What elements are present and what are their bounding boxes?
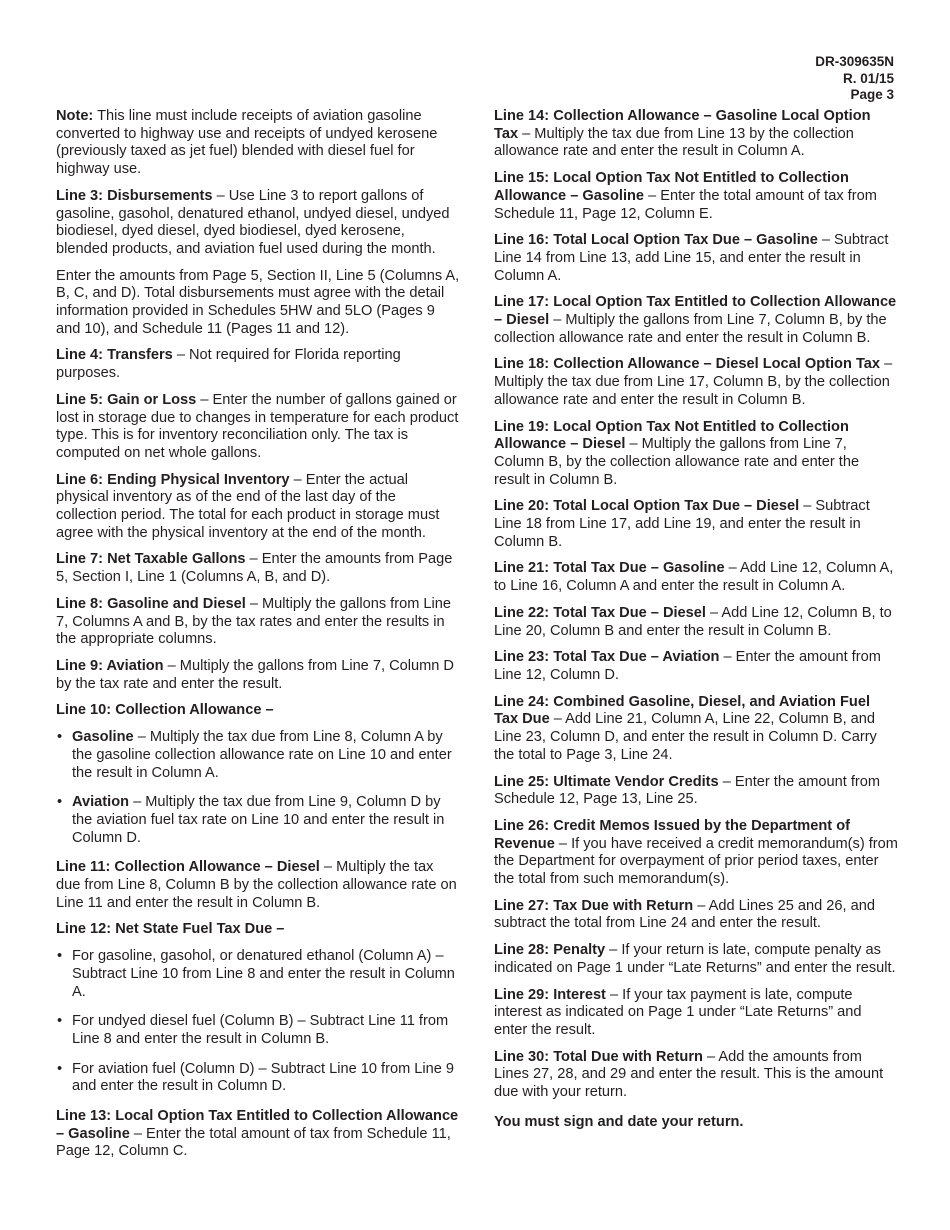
line-text: – Add Line 21, Column A, Line 22, Column B, and Line 23, Column D, and enter the result in Column D. Carry the total to Page 3, Line 24. <box>494 711 877 763</box>
line-text: – Add Lines 25 and 26, and subtract the total from Line 24 and enter the result. <box>494 897 875 932</box>
line-text: – Enter the amount from Schedule 12, Page 13, Line 25. <box>494 773 881 808</box>
line-heading: Line 12: Net State Fuel Tax Due – <box>56 921 285 938</box>
line-heading: Line 4: Transfers <box>56 347 173 364</box>
instruction-bullet <box>56 794 460 847</box>
bullet-icon: • <box>57 948 63 965</box>
line-text: – Multiply the tax due from Line 8, Column A by the gasoline collection allowance rate on Line 10 and enter the result in Column A. <box>72 729 452 781</box>
instruction-paragraph <box>56 108 460 179</box>
instruction-paragraph <box>494 232 898 285</box>
line-heading: Line 10: Collection Allowance – <box>56 702 274 719</box>
page-number: Page 3 <box>850 87 894 102</box>
line-text: – Multiply the gallons from Line 7, Column D by the tax rate and enter the result. <box>56 657 454 692</box>
line-heading: Line 26: Credit Memos Issued by the Department of Revenue <box>494 817 850 852</box>
line-heading: Gasoline <box>72 729 134 746</box>
line-heading: Line 27: Tax Due with Return <box>494 897 694 914</box>
bullet-icon: • <box>57 729 63 746</box>
left-column <box>56 108 460 1170</box>
line-heading: Note: <box>56 108 94 124</box>
line-text: – If your tax payment is late, compute interest as indicated on Page 1 under “Late Returns” and enter the result. <box>494 986 862 1038</box>
instruction-paragraph <box>494 108 898 161</box>
line-text: – Not required for Florida reporting purposes. <box>56 347 401 382</box>
instruction-bullet <box>56 729 460 782</box>
line-heading: Line 19: Local Option Tax Not Entitled to Collection Allowance – Diesel <box>494 418 849 453</box>
instruction-paragraph <box>56 472 460 543</box>
line-text: – Add the amounts from Lines 27, 28, and 29 and enter the result. This is the amount due with your return. <box>494 1048 884 1101</box>
form-header <box>815 54 894 104</box>
instruction-paragraph <box>494 170 898 223</box>
form-number: DR-309635N <box>815 54 894 69</box>
line-text: – If your return is late, compute penalty as indicated on Page 1 under “Late Returns” and enter the result. <box>494 942 896 976</box>
line-text: – Enter the amount from Line 12, Column D. <box>494 649 881 683</box>
line-text: – Enter the total amount of tax from Schedule 11, Page 12, Column E. <box>494 187 877 222</box>
line-heading: Line 13: Local Option Tax Entitled to Collection Allowance – Gasoline <box>56 1108 459 1142</box>
line-text: – Enter the amounts from Page 5, Section I, Line 1 (Columns A, B, and D). <box>56 551 453 586</box>
line-text: – If you have received a credit memorandum(s) from the Department for overpayment of prior period taxes, enter the total from such memorandum(s). <box>494 835 898 888</box>
line-heading: Line 25: Ultimate Vendor Credits <box>494 773 719 790</box>
line-heading: Line 8: Gasoline and Diesel <box>56 595 246 612</box>
line-heading: Line 18: Collection Allowance – Diesel Local Option Tax <box>494 356 881 373</box>
instruction-paragraph <box>494 419 898 490</box>
instruction-paragraph <box>56 268 460 339</box>
line-heading: Line 28: Penalty <box>494 942 606 959</box>
instruction-paragraph <box>494 498 898 551</box>
instruction-paragraph <box>494 898 898 933</box>
line-heading: Line 22: Total Tax Due – Diesel <box>494 604 706 621</box>
line-text: – Use Line 3 to report gallons of gasoline, gasohol, denatured ethanol, undyed diesel, undyed biodiesel, dyed diesel, dyed biodiesel, dyed kerosene, blended products, and aviation fuel used during the month. <box>56 187 450 257</box>
instruction-paragraph <box>56 859 460 912</box>
right-column <box>494 108 898 1140</box>
line-heading: Aviation <box>72 794 130 811</box>
line-heading: Line 20: Total Local Option Tax Due – Diesel <box>494 498 800 515</box>
line-text: Enter the amounts from Page 5, Section II, Line 5 (Columns A, B, C, and D). Total disbursements must agree with the detail information provided in Schedules 5HW and 5LO (Pages 9 and 10), and Schedule 11 (Pages 11 and 12). <box>56 267 460 337</box>
instruction-bullet <box>56 948 460 1001</box>
line-text: – Multiply the gallons from Line 7, Column B, by the collection allowance rate and enter the result in Column B. <box>494 312 887 346</box>
instruction-paragraph <box>494 356 898 409</box>
line-text: This line must include receipts of aviation gasoline converted to highway use and receipts of undyed kerosene (previously taxed as jet fuel) blended with diesel fuel for highway use. <box>56 108 438 178</box>
line-text: – Add Line 12, Column B, to Line 20, Column B and enter the result in Column B. <box>494 604 892 639</box>
line-text: – Multiply the tax due from Line 8, Column B by the collection allowance rate on Line 11 and enter the result in Column B. <box>56 859 457 911</box>
line-heading: Line 30: Total Due with Return <box>494 1048 703 1065</box>
line-heading: Line 16: Total Local Option Tax Due – Gasoline <box>494 232 818 249</box>
line-heading: Line 17: Local Option Tax Entitled to Collection Allowance – Diesel <box>494 294 897 329</box>
line-heading: Line 5: Gain or Loss <box>56 391 197 408</box>
line-text: – Add Line 12, Column A, to Line 16, Column A and enter the result in Column A. <box>494 560 894 595</box>
line-heading: Line 6: Ending Physical Inventory <box>56 471 290 488</box>
instruction-paragraph <box>56 188 460 259</box>
line-heading: Line 14: Collection Allowance – Gasoline Local Option Tax <box>494 108 871 142</box>
line-text: – Multiply the tax due from Line 9, Column D by the aviation fuel tax rate on Line 10 and enter the result in Column D. <box>72 794 445 846</box>
line-heading: Line 24: Combined Gasoline, Diesel, and Aviation Fuel Tax Due <box>494 693 870 728</box>
bullet-icon: • <box>57 1013 63 1030</box>
line-heading: Line 23: Total Tax Due – Aviation <box>494 649 720 666</box>
line-text: – Subtract Line 14 from Line 13, add Line 15, and enter the result in Column A. <box>494 232 889 284</box>
line-text: – Multiply the gallons from Line 7, Columns A and B, by the tax rates and enter the results in the appropriate columns. <box>56 595 452 648</box>
line-heading: Line 7: Net Taxable Gallons <box>56 551 246 568</box>
instruction-paragraph <box>494 649 898 684</box>
sign-notice: You must sign and date your return. <box>494 1113 744 1130</box>
instruction-paragraph <box>494 1049 898 1102</box>
instruction-bullet <box>56 1013 460 1048</box>
line-heading: Line 9: Aviation <box>56 657 164 674</box>
instruction-paragraph <box>56 702 460 720</box>
instruction-bullet <box>56 1061 460 1096</box>
line-text: For aviation fuel (Column D) – Subtract Line 10 from Line 9 and enter the result in Column D. <box>72 1060 455 1095</box>
bullet-icon: • <box>57 1060 63 1077</box>
form-revision: R. 01/15 <box>842 70 894 86</box>
instruction-paragraph <box>56 921 460 939</box>
instruction-paragraph <box>56 596 460 649</box>
line-text: For undyed diesel fuel (Column B) – Subtract Line 11 from Line 8 and enter the result in Column B. <box>72 1013 449 1047</box>
line-text: – Enter the number of gallons gained or lost in storage due to changes in temperature for each product type. This is for inventory reconciliation only. The tax is computed on net whole gallons. <box>56 391 459 461</box>
line-text: – Multiply the gallons from Line 7, Column B, by the collection allowance rate and enter the result in Column B. <box>494 436 860 488</box>
line-heading: Line 29: Interest <box>494 986 606 1003</box>
line-text: – Multiply the tax due from Line 17, Column B, by the collection allowance rate and enter the result in Column B. <box>494 356 893 408</box>
instruction-paragraph <box>56 1108 460 1161</box>
instruction-paragraph <box>56 347 460 382</box>
line-text: – Enter the total amount of tax from Schedule 11, Page 12, Column C. <box>56 1125 451 1160</box>
instruction-paragraph <box>56 658 460 693</box>
instruction-paragraph <box>56 392 460 463</box>
line-heading: Line 11: Collection Allowance – Diesel <box>56 859 320 876</box>
line-text: – Multiply the tax due from Line 13 by the collection allowance rate and enter the result in Column A. <box>494 125 854 160</box>
instruction-paragraph <box>494 560 898 595</box>
line-text: – Enter the actual physical inventory as of the end of the last day of the collection period. The total for each product in storage must agree with the physical inventory at the end of the month. <box>56 471 440 541</box>
instruction-paragraph <box>494 818 898 889</box>
instruction-paragraph <box>494 605 898 640</box>
instruction-paragraph <box>494 694 898 765</box>
instruction-paragraph <box>494 774 898 809</box>
instruction-paragraph <box>494 294 898 347</box>
instruction-paragraph <box>494 987 898 1040</box>
line-text: – Subtract Line 18 from Line 17, add Line 19, and enter the result in Column B. <box>494 498 870 550</box>
instruction-paragraph <box>56 551 460 586</box>
line-heading: Line 15: Local Option Tax Not Entitled to Collection Allowance – Gasoline <box>494 170 849 204</box>
line-heading: Line 3: Disbursements <box>56 187 213 204</box>
instruction-paragraph <box>494 942 898 977</box>
line-text: For gasoline, gasohol, or denatured ethanol (Column A) – Subtract Line 10 from Line 8 and enter the result in Column A. <box>72 948 455 1000</box>
line-heading: Line 21: Total Tax Due – Gasoline <box>494 560 725 577</box>
bullet-icon: • <box>57 794 63 811</box>
